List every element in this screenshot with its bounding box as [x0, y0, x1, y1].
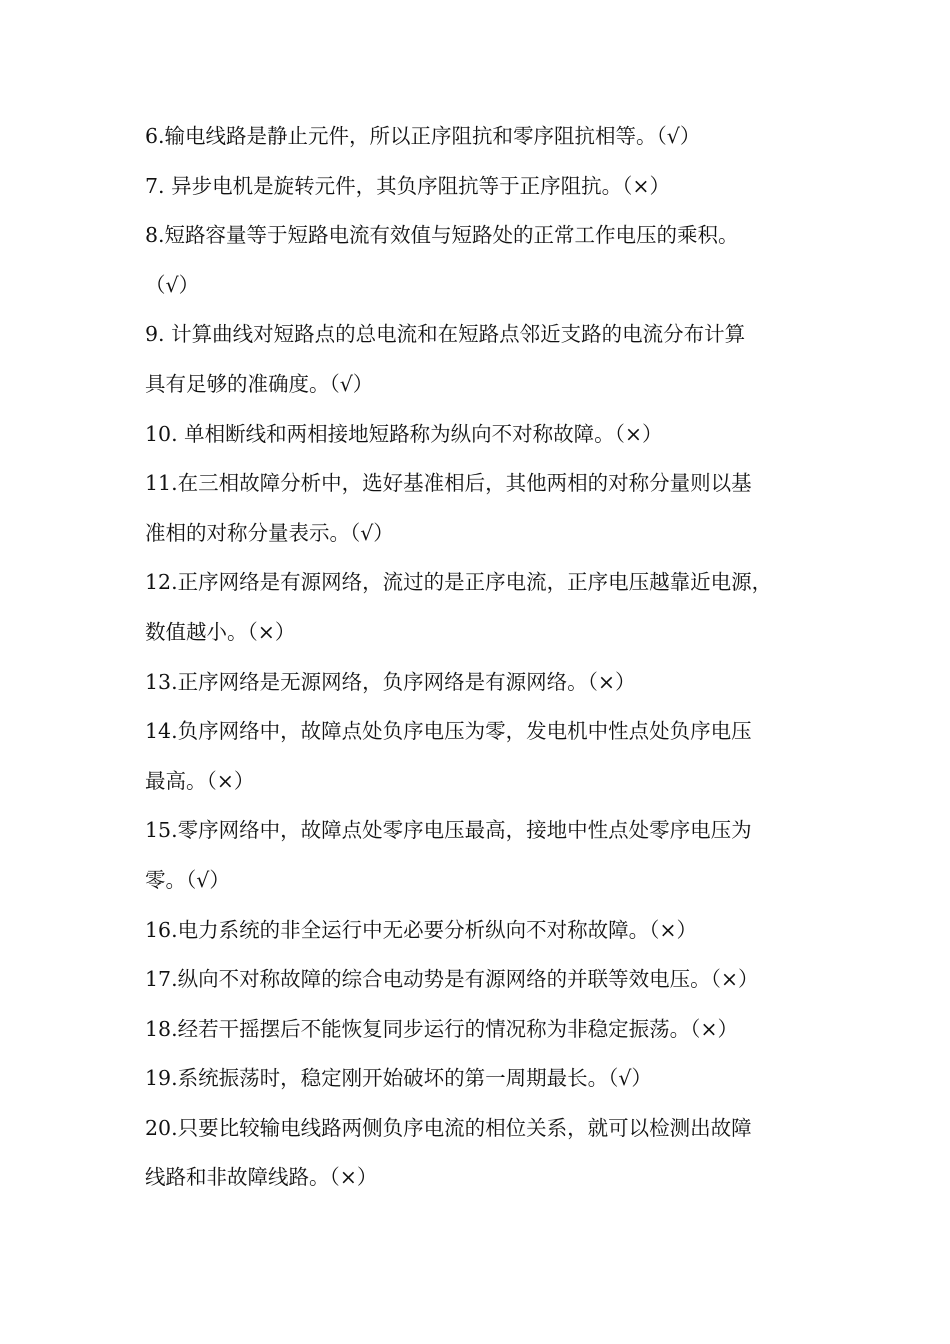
- text-line: 具有足够的准确度。（√）: [145, 371, 374, 396]
- text-line: 20.只要比较输电线路两侧负序电流的相位关系，就可以检测出故障: [145, 1115, 752, 1140]
- text-line: 16.电力系统的非全运行中无必要分析纵向不对称故障。（×）: [145, 917, 698, 942]
- text-line: 9. 计算曲线对短路点的总电流和在短路点邻近支路的电流分布计算: [145, 322, 746, 347]
- text-line: 10. 单相断线和两相接地短路称为纵向不对称故障。（×）: [145, 421, 663, 446]
- text-line: 12.正序网络是有源网络，流过的是正序电流，正序电压越靠近电源，: [145, 570, 773, 595]
- text-line: 线路和非故障线路。（×）: [145, 1165, 378, 1190]
- text-line: 17.纵向不对称故障的综合电动势是有源网络的并联等效电压。（×）: [145, 967, 759, 992]
- text-line: 最高。（×）: [145, 768, 255, 793]
- text-line: 数值越小。（×）: [145, 619, 296, 644]
- text-line: 11.在三相故障分析中，选好基准相后，其他两相的对称分量则以基: [145, 471, 752, 496]
- text-line: 18.经若干摇摆后不能恢复同步运行的情况称为非稳定振荡。（×）: [145, 1016, 739, 1041]
- text-line: 零。（√）: [145, 867, 230, 892]
- text-line: 13.正序网络是无源网络，负序网络是有源网络。（×）: [145, 669, 636, 694]
- text-line: 19.系统振荡时，稳定刚开始破坏的第一周期最长。（√）: [145, 1066, 652, 1091]
- text-line: 15.零序网络中，故障点处零序电压最高，接地中性点处零序电压为: [145, 818, 752, 843]
- text-line: 6.输电线路是静止元件，所以正序阻抗和零序阻抗相等。（√）: [145, 124, 701, 148]
- text-line: （√）: [145, 272, 200, 297]
- document-text: [145, 112, 815, 1203]
- text-line: 7. 异步电机是旋转元件，其负序阻抗等于正序阻抗。（×）: [145, 173, 671, 198]
- text-line: 准相的对称分量表示。（√）: [145, 520, 394, 545]
- text-line: 8.短路容量等于短路电流有效值与短路处的正常工作电压的乘积。: [145, 223, 739, 248]
- text-line: 14.负序网络中，故障点处负序电压为零，发电机中性点处负序电压: [145, 719, 752, 744]
